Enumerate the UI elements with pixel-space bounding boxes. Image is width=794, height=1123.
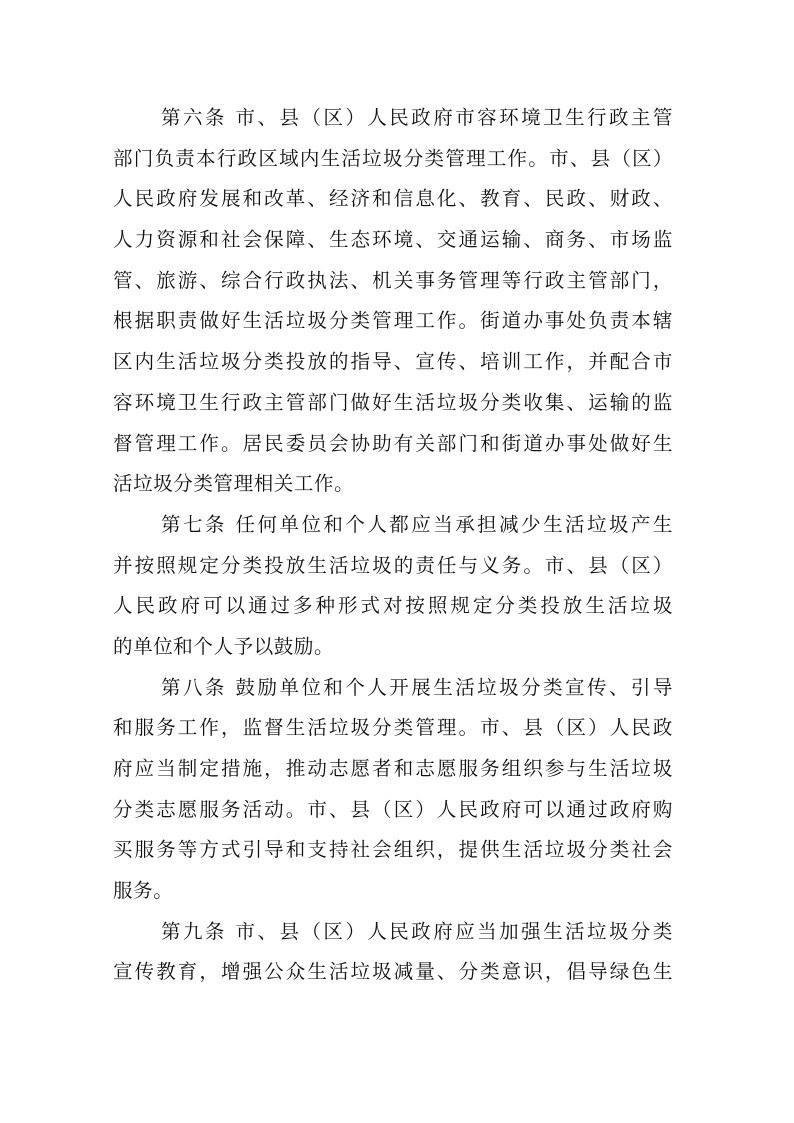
text-line: 人力资源和社会保障、生态环境、交通运输、商务、市场监 (113, 228, 673, 252)
text-line: 府应当制定措施，推动志愿者和志愿服务组织参与生活垃圾 (113, 757, 673, 780)
text-line: 的单位和个人予以鼓励。 (113, 634, 335, 658)
document-body (113, 98, 673, 993)
text-line: 第八条 鼓励单位和个人开展生活垃圾分类宣传、引导 (161, 675, 673, 699)
text-line: 容环境卫生行政主管部门做好生活垃圾分类收集、运输的监 (113, 390, 673, 414)
text-line: 人民政府可以通过多种形式对按照规定分类投放生活垃圾 (113, 594, 673, 618)
text-line: 第九条 市、县（区）人民政府应当加强生活垃圾分类 (161, 919, 673, 943)
text-line: 买服务等方式引导和支持社会组织，提供生活垃圾分类社会 (113, 838, 673, 862)
article-6 (113, 98, 673, 505)
text-line: 管、旅游、综合行政执法、机关事务管理等行政主管部门， (113, 268, 673, 292)
text-line: 第七条 任何单位和个人都应当承担减少生活垃圾产生 (161, 512, 673, 536)
text-line: 活垃圾分类管理相关工作。 (113, 472, 355, 496)
text-line: 和服务工作，监督生活垃圾分类管理。市、县（区）人民政 (113, 716, 673, 740)
article-8 (113, 668, 673, 912)
article-7 (113, 505, 673, 668)
text-line: 人民政府发展和改革、经济和信息化、教育、民政、财政、 (113, 187, 673, 211)
text-line: 根据职责做好生活垃圾分类管理工作。街道办事处负责本辖 (113, 309, 673, 333)
text-line: 并按照规定分类投放生活垃圾的责任与义务。市、县（区） (113, 553, 673, 577)
text-line: 部门负责本行政区域内生活垃圾分类管理工作。市、县（区） (113, 146, 673, 170)
article-9 (113, 912, 673, 993)
text-line: 督管理工作。居民委员会协助有关部门和街道办事处做好生 (113, 431, 673, 455)
text-line: 分类志愿服务活动。市、县（区）人民政府可以通过政府购 (113, 797, 673, 821)
text-line: 服务。 (113, 879, 174, 903)
text-line: 区内生活垃圾分类投放的指导、宣传、培训工作，并配合市 (113, 350, 673, 374)
text-line: 宣传教育，增强公众生活垃圾减量、分类意识，倡导绿色生 (113, 960, 673, 984)
text-line: 第六条 市、县（区）人民政府市容环境卫生行政主管 (161, 106, 673, 129)
